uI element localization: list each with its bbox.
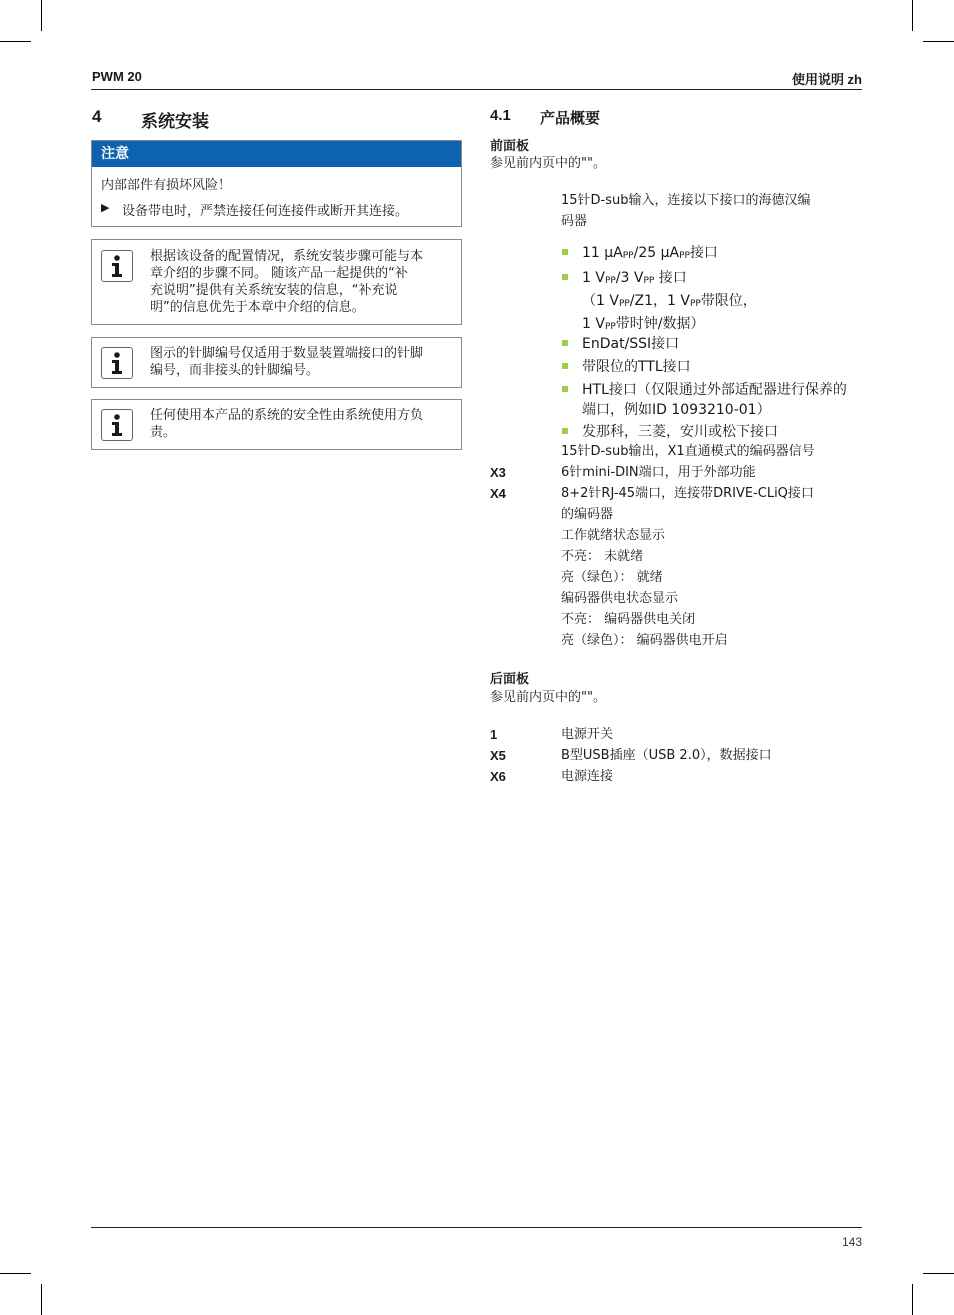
- input-description: [561, 190, 811, 232]
- status-indicator-list: [561, 525, 728, 651]
- triangle-right-icon: ▶: [101, 201, 110, 214]
- rear-label-x5: X5: [490, 748, 506, 763]
- info-box-1: [91, 239, 462, 325]
- text-line: 码器: [561, 214, 588, 229]
- text-line: 不亮： 编码器供电关闭: [561, 612, 696, 627]
- connector-desc-x4: [561, 483, 814, 525]
- info-line: 根据该设备的配置情况，系统安装步骤可能与本: [150, 249, 424, 264]
- crop-mark: [0, 41, 31, 42]
- text-line: 编码器供电状态显示: [561, 591, 679, 606]
- header-product: PWM 20: [92, 69, 142, 84]
- section-title: 产品概要: [540, 109, 601, 127]
- notice-box: [91, 140, 462, 227]
- text-line: 的编码器: [561, 507, 614, 522]
- connector-label-x3: X3: [490, 465, 506, 480]
- text-line: 亮（绿色）： 编码器供电开启: [561, 633, 728, 648]
- front-panel-see-text: 参见前内页中的""。: [490, 156, 606, 171]
- green-square-bullet: [562, 363, 568, 369]
- notice-instruction: 设备带电时，严禁连接任何连接件或断开其连接。: [122, 204, 409, 219]
- crop-mark: [0, 1273, 31, 1274]
- crop-mark: [912, 1284, 913, 1315]
- connector-desc-x3: 6针mini-DIN端口，用于外部功能: [561, 465, 756, 480]
- front-panel-heading: 前面板: [490, 139, 530, 154]
- crop-mark: [41, 1284, 42, 1315]
- info-i-icon: [101, 347, 133, 379]
- text-line: 8+2针RJ-45端口，连接带DRIVE-CLiQ接口: [561, 486, 814, 501]
- list-item-text: 发那科，三菱，安川或松下接口: [582, 424, 778, 440]
- chapter-title: 系统安装: [141, 112, 209, 132]
- green-square-bullet: [562, 274, 568, 280]
- list-item: [561, 334, 861, 354]
- info-box-2: [91, 337, 462, 388]
- list-item-text: 11 µA$_{PP}$/25 µA$_{PP}$接口: [582, 245, 718, 261]
- rear-label-1: 1: [490, 727, 498, 742]
- info-line: 编号，而非接头的针脚编号。: [150, 363, 320, 378]
- info-i-icon: [101, 250, 133, 282]
- info-line: 责。: [150, 425, 177, 440]
- info-line: 明”的信息优先于本章中介绍的信息。: [150, 300, 365, 315]
- info-box-3: [91, 399, 462, 450]
- info-line: 图示的针脚编号仅适用于数显装置端接口的针脚: [150, 346, 424, 361]
- text-line: 不亮： 未就绪: [561, 549, 644, 564]
- output-description: 15针D-sub输出，X1直通模式的编码器信号: [561, 444, 815, 459]
- green-square-bullet: [562, 340, 568, 346]
- green-square-bullet: [562, 249, 568, 255]
- list-item-text: 1 $V_{PP}/3$ $V_{PP}$ 接口 （1 $V_{PP}/Z1$，1 $V_{PP}$带限位， 1 $V_{PP}$带时钟/数据）: [582, 270, 757, 332]
- info-text: [150, 248, 447, 316]
- rear-panel-heading: 后面板: [490, 672, 530, 687]
- rear-desc-x5: B型USB插座（USB 2.0），数据接口: [561, 748, 772, 763]
- info-text: [150, 407, 447, 441]
- chapter-number: 4: [92, 107, 102, 126]
- rear-label-x6: X6: [490, 769, 506, 784]
- list-item: [561, 268, 861, 330]
- green-square-bullet: [562, 386, 568, 392]
- green-square-bullet: [562, 428, 568, 434]
- header-doc-title: 使用说明 zh: [791, 72, 862, 87]
- crop-mark: [923, 1273, 954, 1274]
- list-item-text: EnDat/SSI接口: [582, 336, 680, 352]
- crop-mark: [923, 41, 954, 42]
- info-line: 任何使用本产品的系统的安全性由系统使用方负: [150, 408, 424, 423]
- page-number: 143: [841, 1235, 862, 1249]
- list-item: [561, 243, 861, 263]
- list-item: [561, 380, 861, 420]
- header-rule: [91, 89, 862, 90]
- list-item: [561, 422, 861, 442]
- text-line: 亮（绿色）： 就绪: [561, 570, 663, 585]
- list-item: [561, 357, 861, 377]
- list-item-text: HTL接口（仅限通过外部适配器进行保养的 端口，例如ID 1093210-01）: [582, 382, 847, 418]
- section-number: 4.1: [490, 107, 511, 124]
- text-line: 工作就绪状态显示: [561, 528, 666, 543]
- footer-rule: [91, 1227, 862, 1228]
- crop-mark: [41, 0, 42, 31]
- info-line: 章介绍的步骤不同。 随该产品一起提供的“补: [150, 266, 408, 281]
- notice-text: 内部部件有损坏风险！: [101, 178, 232, 193]
- list-item-text: 带限位的TTL接口: [582, 359, 691, 375]
- text-line: 15针D-sub输入，连接以下接口的海德汉编: [561, 193, 811, 208]
- info-i-icon: [101, 409, 133, 441]
- info-line: 充说明”提供有关系统安装的信息，“补充说: [150, 283, 398, 298]
- rear-panel-see-text: 参见前内页中的""。: [490, 690, 606, 705]
- rear-desc-x6: 电源连接: [561, 769, 614, 784]
- crop-mark: [912, 0, 913, 31]
- info-text: [150, 345, 447, 379]
- notice-heading: 注意: [92, 141, 461, 167]
- connector-label-x4: X4: [490, 486, 506, 501]
- rear-desc-1: 电源开关: [561, 727, 614, 742]
